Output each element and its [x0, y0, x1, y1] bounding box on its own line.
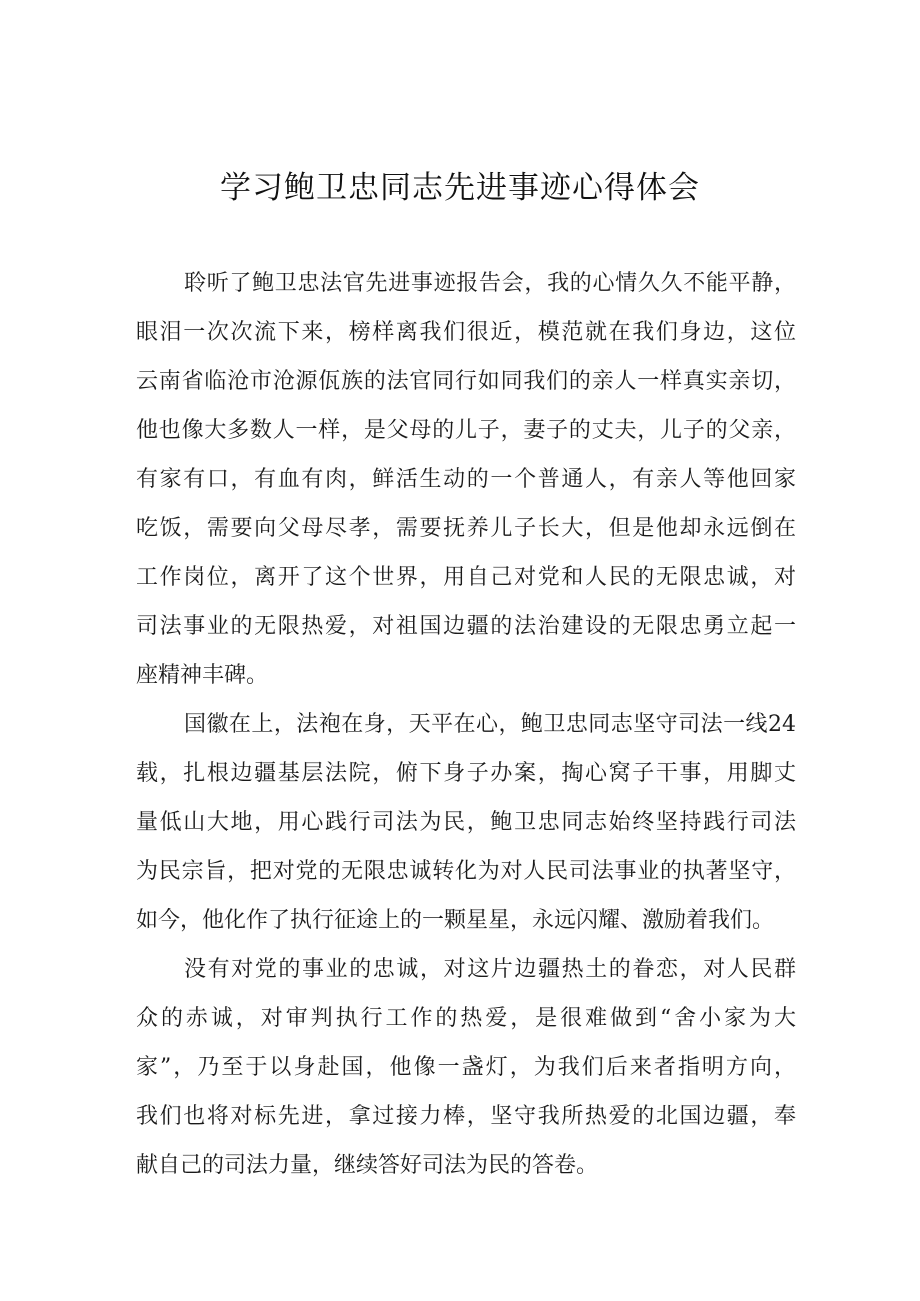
- paragraph-1-line-9: 座精神丰碑。: [136, 663, 269, 688]
- paragraph-1-line-2: 眼泪一次次流下来，榜样离我们很近，模范就在我们身边，这位: [136, 320, 796, 345]
- paragraph-2-line-1: 国徽在上，法袍在身，天平在心，鲍卫忠同志坚守司法一线24: [184, 712, 796, 737]
- paragraph-2-line-2: 载，扎根边疆基层法院，俯下身子办案，掏心窝子干事，用脚丈: [136, 761, 796, 786]
- paragraph-3-line-5: 献自己的司法力量，继续答好司法为民的答卷。: [136, 1153, 599, 1178]
- paragraph-3-line-1: 没有对党的事业的忠诚，对这片边疆热土的眷恋，对人民群: [184, 957, 796, 982]
- paragraph-1-line-1: 聆听了鲍卫忠法官先进事迹报告会，我的心情久久不能平静，: [184, 271, 796, 296]
- document-title: 学习鲍卫忠同志先进事迹心得体会: [220, 170, 700, 206]
- paragraph-2-line-3: 量低山大地，用心践行司法为民，鲍卫忠同志始终坚持践行司法: [136, 810, 796, 835]
- paragraph-3-line-4: 我们也将对标先进，拿过接力棒，坚守我所热爱的北国边疆，奉: [136, 1104, 796, 1129]
- paragraph-3-line-2: 众的赤诚，对审判执行工作的热爱，是很难做到“舍小家为大: [136, 1006, 796, 1031]
- paragraph-1-line-4: 他也像大多数人一样，是父母的儿子，妻子的丈夫，儿子的父亲，: [136, 418, 796, 443]
- paragraph-1-line-8: 司法事业的无限热爱，对祖国边疆的法治建设的无限忠勇立起一: [136, 614, 796, 639]
- paragraph-2-line-4: 为民宗旨，把对党的无限忠诚转化为对人民司法事业的执著坚守，: [136, 859, 796, 884]
- paragraph-1-line-3: 云南省临沧市沧源佤族的法官同行如同我们的亲人一样真实亲切，: [136, 369, 796, 394]
- paragraph-1-line-6: 吃饭，需要向父母尽孝，需要抚养儿子长大，但是他却永远倒在: [136, 516, 796, 541]
- paragraph-2-line-5: 如今，他化作了执行征途上的一颗星星，永远闪耀、激励着我们。: [136, 908, 775, 933]
- paragraph-3-line-3: 家”，乃至于以身赴国，他像一盏灯，为我们后来者指明方向，: [136, 1055, 796, 1080]
- paragraph-1-line-5: 有家有口，有血有肉，鲜活生动的一个普通人，有亲人等他回家: [136, 467, 796, 492]
- paragraph-1-line-7: 工作岗位，离开了这个世界，用自己对党和人民的无限忠诚，对: [136, 565, 796, 590]
